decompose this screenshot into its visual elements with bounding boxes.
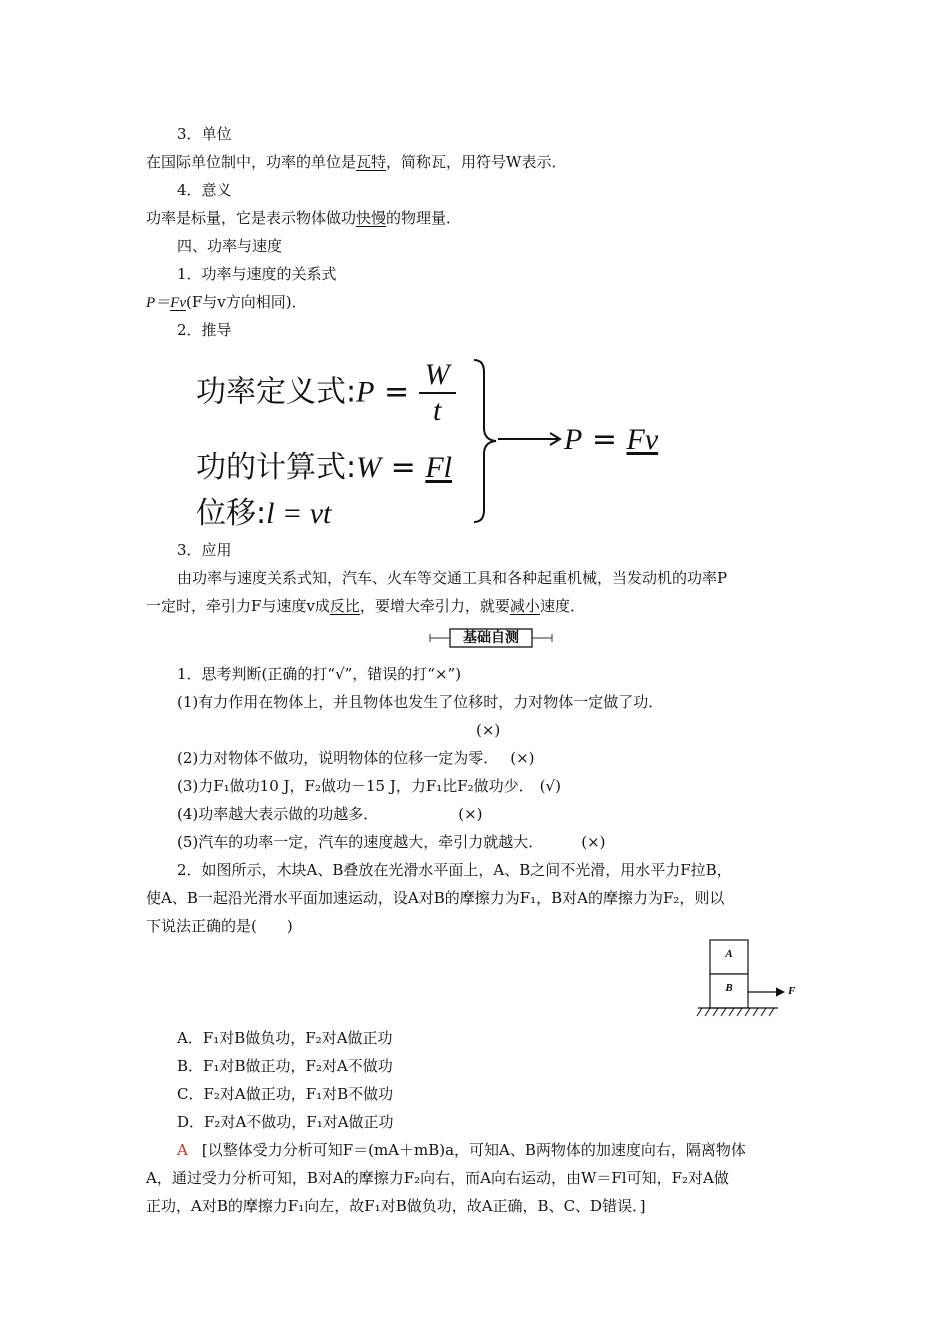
unit-answer: 瓦特 [356,153,387,171]
row1-label: 功率定义式 [196,374,346,410]
part-heading-power-velocity: 四、功率与速度 [177,237,283,255]
q1-item-2-text: (2)力对物体不做功，说明物体的位移一定为零． [177,749,499,767]
q2-stem-line-1: 2．如图所示，木块A、B叠放在光滑水平面上，A、B之间不光滑，用水平力F拉B， [177,861,732,879]
application-text-b: ，要增大牵引力，就要 [359,597,510,615]
row1-lhs: P [356,375,375,409]
row2-label: 功的计算式 [196,450,346,485]
q1-item-1: (1)有力作用在物体上，并且物体也发生了位移时，力对物体一定做了功． [177,693,664,711]
q1-heading: 1．思考判断(正确的打“√”，错误的打“×”) [177,665,462,683]
arrow-right-icon [496,430,564,448]
q1-item-5-text: (5)汽车的功率一定，汽车的速度越大，牵引力就越大． [177,833,544,851]
row2-rhs: Fl [425,451,452,484]
q1-item-5-mark: (×) [581,833,606,851]
derivation-result: P = Fv [564,422,659,457]
q2-option-c: C．F₂对A做正功，F₁对B不做功 [177,1085,394,1103]
meaning-paragraph [146,208,461,228]
application-answer-1: 反比 [329,597,360,615]
result-rhs: Fv [626,423,659,456]
q2-stem-line-2: 使A、B一起沿光滑水平面加速运动，设A对B的摩擦力为F₁，B对A的摩擦力为F₂，则以 [146,889,725,907]
block-b-label: B [725,982,733,994]
q2-option-b: B．F₁对B做正功，F₂对A不做功 [177,1057,393,1075]
meaning-answer: 快慢 [356,209,387,227]
banner-label: 基础自测 [463,630,519,646]
force-label: F [788,985,796,997]
row3-label: 位移 [196,496,256,531]
application-answer-2: 减小 [509,597,540,615]
q1-item-2-mark: (×) [510,749,535,767]
unit-paragraph [146,152,566,172]
row2-lhs: W [356,451,382,484]
block-a-label: A [725,948,733,960]
application-line-1: 由功率与速度关系式知，汽车、火车等交通工具和各种起重机械，当发动机的功率P [177,569,728,587]
formula-pre: P＝ [146,295,171,311]
q1-item-4 [177,804,483,824]
q1-item-3 [177,776,561,796]
derivation-row-power-definition: 功率定义式:P = $\frac{W}{t}$ [196,358,456,428]
meaning-text-pre: 功率是标量，它是表示物体做功 [146,209,357,227]
q2-answer-line-3: 正功，A对B的摩擦力F₁向左，故F₁对B做负功，故A正确，B、C、D错误．] [146,1197,646,1215]
q2-answer-text-1: [以整体受力分析可知F＝(mA＋mB)a，可知A、B两物体的加速度向右，隔离物体 [201,1141,746,1159]
meaning-text-post: 的物理量． [386,209,462,227]
unit-text-post: ，简称瓦，用符号W表示． [386,153,567,171]
q2-answer-line-2: A，通过受力分析可知，B对A的摩擦力F₂向右，而A向右运动，由W＝Fl可知，F₂对A做 [146,1169,729,1187]
q1-item-5 [177,832,606,852]
application-text-c: 速度． [539,597,585,615]
q1-item-4-text: (4)功率越大表示做的功越多． [177,805,379,823]
subheading-relation: 1．功率与速度的关系式 [177,265,337,283]
application-text-a: 一定时，牵引力F与速度v成 [146,597,330,615]
q1-item-4-mark: (×) [458,805,483,823]
q1-item-1-mark: (×) [476,721,501,739]
derivation-diagram [196,356,676,531]
q2-stem-line-3: 下说法正确的是( ) [146,917,293,935]
blocks-figure [696,938,816,1020]
subheading-derivation: 2．推导 [177,321,232,339]
q2-answer-line-1 [177,1140,746,1160]
derivation-row-work-formula: 功的计算式:W = Fl [196,450,452,485]
row3-expr: l = vt [266,497,332,530]
application-line-2 [146,596,585,616]
fraction-denominator: t [432,394,442,427]
derivation-row-displacement: 位移:l = vt [196,496,332,531]
power-fraction [419,358,456,428]
relation-formula [146,292,307,313]
q2-option-d: D．F₂对A不做功，F₁对A做正功 [177,1113,394,1131]
subheading-application: 3．应用 [177,541,232,559]
q1-item-2 [177,748,535,768]
q2-option-a: A．F₁对B做负功，F₂对A做正功 [177,1029,393,1047]
q1-item-3-mark: (√) [539,777,561,795]
unit-text-pre: 在国际单位制中，功率的单位是 [146,153,357,171]
q2-answer-letter: A [177,1141,188,1159]
fraction-numerator: W [419,358,456,394]
section-heading-meaning: 4．意义 [177,181,232,199]
formula-post: (F与v方向相同)． [186,293,307,311]
section-heading-unit: 3．单位 [177,125,232,143]
result-lhs: P [564,423,583,456]
formula-answer: Fv [170,295,186,311]
section-banner [428,627,554,649]
q1-item-3-text: (3)力F₁做功10 J，F₂做功－15 J，力F₁比F₂做功少． [177,777,534,795]
